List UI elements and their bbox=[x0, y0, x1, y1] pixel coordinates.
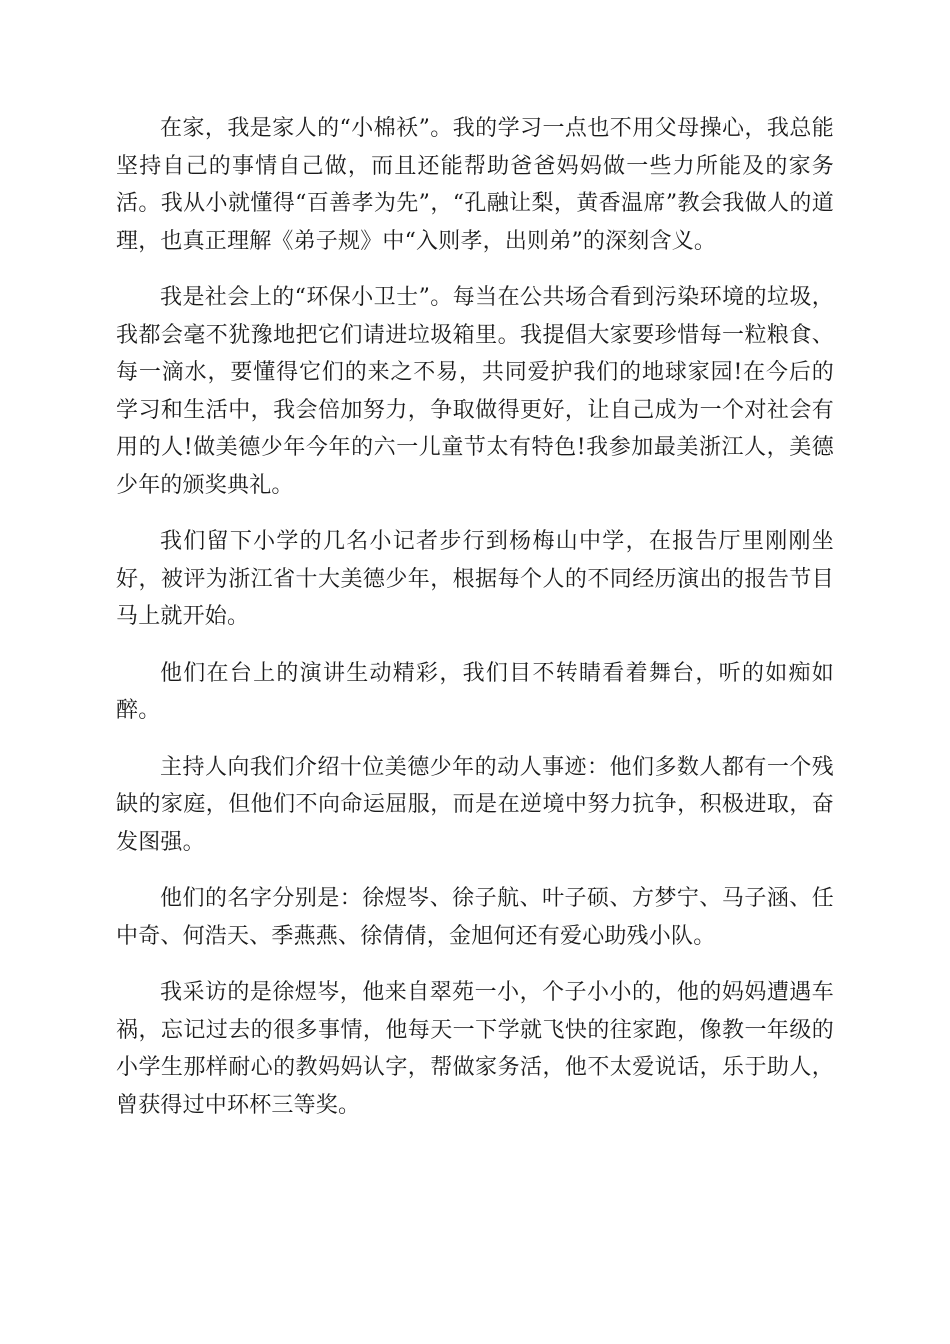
document-body bbox=[116, 110, 834, 1143]
paragraph-6: 他们的名字分别是：徐煜岑、徐子航、叶子硕、方梦宁、马子涵、任中奇、何浩天、季燕燕、徐倩倩，金旭何还有爱心助残小队。 bbox=[116, 886, 834, 949]
paragraph-5: 主持人向我们介绍十位美德少年的动人事迹：他们多数人都有一个残缺的家庭，但他们不向命运屈服，而是在逆境中努力抗争，积极进取，奋发图强。 bbox=[116, 754, 834, 855]
paragraph-2: 我是社会上的“环保小卫士”。每当在公共场合看到污染环境的垃圾，我都会毫不犹豫地把它们请进垃圾箱里。我提倡大家要珍惜每一粒粮食、每一滴水，要懂得它们的来之不易，共同爱护我们的地球家园!在今后的学习和生活中，我会倍加努力，争取做得更好，让自己成为一个对社会有用的人!做美德少年今年的六一儿童节太有特色!我参加最美浙江人，美德少年的颁奖典礼。 bbox=[116, 285, 834, 498]
paragraph-3: 我们留下小学的几名小记者步行到杨梅山中学，在报告厅里刚刚坐好，被评为浙江省十大美德少年，根据每个人的不同经历演出的报告节目马上就开始。 bbox=[116, 529, 834, 629]
paragraph-7: 我采访的是徐煜岑，他来自翠苑一小，个子小小的，他的妈妈遭遇车祸，忘记过去的很多事情，他每天一下学就飞快的往家跑，像教一年级的小学生那样耐心的教妈妈认字，帮做家务活，他不太爱说话，乐于助人，曾获得过中环杯三等奖。 bbox=[116, 980, 834, 1118]
paragraph-1: 在家，我是家人的“小棉袄”。我的学习一点也不用父母操心，我总能坚持自己的事情自己做，而且还能帮助爸爸妈妈做一些力所能及的家务活。我从小就懂得“百善孝为先”，“孔融让梨，黄香温席”教会我做人的道理，也真正理解《弟子规》中“入则孝，出则弟”的深刻含义。 bbox=[116, 116, 834, 254]
paragraph-4: 他们在台上的演讲生动精彩，我们目不转睛看着舞台，听的如痴如醉。 bbox=[116, 660, 834, 723]
